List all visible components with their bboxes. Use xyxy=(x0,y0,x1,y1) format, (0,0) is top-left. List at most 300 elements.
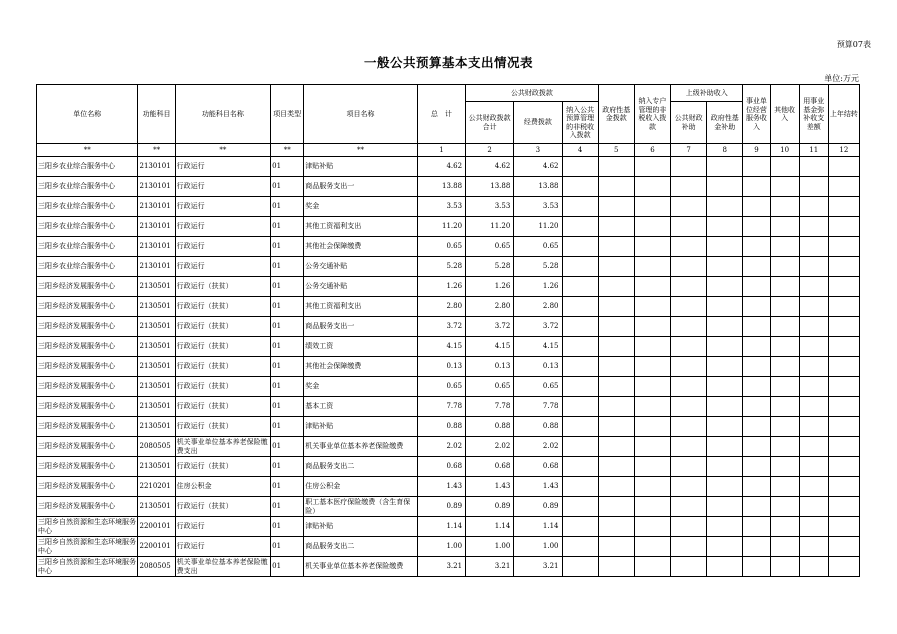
empty-cell xyxy=(799,497,828,517)
empty-cell xyxy=(562,237,598,257)
empty-cell xyxy=(634,357,670,377)
empty-cell xyxy=(562,317,598,337)
header-item-type: 项目类型 xyxy=(271,85,304,144)
empty-cell xyxy=(828,417,859,437)
func-code-cell: 2130101 xyxy=(138,177,175,197)
empty-cell xyxy=(770,157,799,177)
empty-cell xyxy=(562,537,598,557)
item-type-cell: 01 xyxy=(271,297,304,317)
appropriation-cell: 4.15 xyxy=(514,337,562,357)
table-row xyxy=(37,397,860,417)
empty-cell xyxy=(828,237,859,257)
empty-cell xyxy=(707,477,743,497)
empty-cell xyxy=(770,337,799,357)
empty-cell xyxy=(598,337,634,357)
index-cell: ** xyxy=(37,144,138,157)
unit-name-cell: 三阳乡经济发展服务中心 xyxy=(37,297,138,317)
empty-cell xyxy=(671,357,707,377)
header-public-subtotal: 公共财政拨款合计 xyxy=(466,102,514,144)
empty-cell xyxy=(671,237,707,257)
item-type-cell: 01 xyxy=(271,397,304,417)
empty-cell xyxy=(634,337,670,357)
func-code-cell: 2130501 xyxy=(138,497,175,517)
empty-cell xyxy=(799,317,828,337)
empty-cell xyxy=(707,177,743,197)
empty-cell xyxy=(634,377,670,397)
index-cell: 11 xyxy=(799,144,828,157)
empty-cell xyxy=(634,517,670,537)
empty-cell xyxy=(770,417,799,437)
table-row xyxy=(37,197,860,217)
empty-cell xyxy=(770,317,799,337)
empty-cell xyxy=(828,537,859,557)
public-subtotal-cell: 1.43 xyxy=(466,477,514,497)
empty-cell xyxy=(562,217,598,237)
empty-cell xyxy=(828,177,859,197)
func-code-cell: 2130501 xyxy=(138,457,175,477)
form-code: 预算07表 xyxy=(836,40,871,49)
item-name-cell: 绩效工资 xyxy=(304,337,418,357)
empty-cell xyxy=(828,517,859,537)
func-code-cell: 2130101 xyxy=(138,197,175,217)
empty-cell xyxy=(770,177,799,197)
empty-cell xyxy=(634,157,670,177)
func-code-cell: 2130501 xyxy=(138,277,175,297)
item-name-cell: 公务交通补贴 xyxy=(304,257,418,277)
table-row xyxy=(37,357,860,377)
empty-cell xyxy=(770,197,799,217)
empty-cell xyxy=(634,477,670,497)
item-name-cell: 机关事业单位基本养老保险缴费 xyxy=(304,437,418,457)
item-name-cell: 商品服务支出二 xyxy=(304,457,418,477)
header-public-group: 公共财政拨款 xyxy=(466,85,599,102)
item-name-cell: 商品服务支出一 xyxy=(304,177,418,197)
empty-cell xyxy=(634,437,670,457)
func-code-cell: 2130101 xyxy=(138,237,175,257)
func-code-cell: 2130501 xyxy=(138,397,175,417)
empty-cell xyxy=(634,237,670,257)
table-row xyxy=(37,477,860,497)
empty-cell xyxy=(598,457,634,477)
empty-cell xyxy=(598,177,634,197)
empty-cell xyxy=(562,457,598,477)
empty-cell xyxy=(707,157,743,177)
empty-cell xyxy=(799,517,828,537)
header-appropriation: 经费拨款 xyxy=(514,102,562,144)
empty-cell xyxy=(799,237,828,257)
table-row xyxy=(37,557,860,577)
empty-cell xyxy=(799,197,828,217)
item-type-cell: 01 xyxy=(271,477,304,497)
unit-name-cell: 三阳乡经济发展服务中心 xyxy=(37,497,138,517)
empty-cell xyxy=(770,557,799,577)
func-name-cell: 行政运行 xyxy=(175,217,270,237)
empty-cell xyxy=(598,257,634,277)
func-name-cell: 行政运行（扶贫） xyxy=(175,457,270,477)
item-name-cell: 住房公积金 xyxy=(304,477,418,497)
empty-cell xyxy=(562,337,598,357)
table-row xyxy=(37,237,860,257)
func-code-cell: 2130501 xyxy=(138,297,175,317)
empty-cell xyxy=(799,337,828,357)
unit-name-cell: 三阳乡自然资源和生态环境服务中心 xyxy=(38,558,136,575)
empty-cell xyxy=(671,277,707,297)
empty-cell xyxy=(743,337,770,357)
empty-cell xyxy=(707,397,743,417)
item-name-cell: 奖金 xyxy=(304,197,418,217)
empty-cell xyxy=(743,377,770,397)
item-name-cell: 其他社会保障缴费 xyxy=(304,357,418,377)
item-name-cell: 其他社会保障缴费 xyxy=(304,237,418,257)
empty-cell xyxy=(634,277,670,297)
appropriation-cell: 0.13 xyxy=(514,357,562,377)
total-cell: 3.21 xyxy=(417,557,465,577)
public-subtotal-cell: 3.21 xyxy=(466,557,514,577)
empty-cell xyxy=(743,477,770,497)
appropriation-cell: 0.89 xyxy=(514,497,562,517)
empty-cell xyxy=(562,417,598,437)
empty-cell xyxy=(828,357,859,377)
empty-cell xyxy=(598,477,634,497)
func-name-cell: 行政运行（扶贫） xyxy=(175,397,270,417)
unit-name-cell: 三阳乡农业综合服务中心 xyxy=(37,157,138,177)
empty-cell xyxy=(707,417,743,437)
empty-cell xyxy=(707,497,743,517)
public-subtotal-cell: 0.89 xyxy=(466,497,514,517)
empty-cell xyxy=(598,377,634,397)
public-subtotal-cell: 13.88 xyxy=(466,177,514,197)
empty-cell xyxy=(598,157,634,177)
func-name-cell: 行政运行 xyxy=(175,197,270,217)
public-subtotal-cell: 4.62 xyxy=(466,157,514,177)
empty-cell xyxy=(828,437,859,457)
unit-name-cell: 三阳乡农业综合服务中心 xyxy=(37,217,138,237)
empty-cell xyxy=(770,397,799,417)
empty-cell xyxy=(562,497,598,517)
empty-cell xyxy=(671,437,707,457)
func-name-cell: 行政运行（扶贫） xyxy=(175,297,270,317)
appropriation-cell: 0.68 xyxy=(514,457,562,477)
item-type-cell: 01 xyxy=(271,517,304,537)
total-cell: 1.43 xyxy=(417,477,465,497)
index-cell: ** xyxy=(138,144,175,157)
empty-cell xyxy=(828,257,859,277)
public-subtotal-cell: 1.14 xyxy=(466,517,514,537)
empty-cell xyxy=(562,157,598,177)
empty-cell xyxy=(671,297,707,317)
empty-cell xyxy=(770,497,799,517)
total-cell: 4.15 xyxy=(417,337,465,357)
empty-cell xyxy=(743,177,770,197)
func-code-cell: 2130501 xyxy=(138,337,175,357)
empty-cell xyxy=(828,557,859,577)
index-cell: 6 xyxy=(634,144,670,157)
index-cell: 7 xyxy=(671,144,707,157)
item-name-cell: 职工基本医疗保险缴费（含生育保险） xyxy=(304,497,418,517)
header-carryover: 上年结转 xyxy=(828,85,859,144)
total-cell: 11.20 xyxy=(417,217,465,237)
total-cell: 0.65 xyxy=(417,377,465,397)
empty-cell xyxy=(707,337,743,357)
index-cell: 3 xyxy=(514,144,562,157)
empty-cell xyxy=(799,417,828,437)
header-fund-balance: 用事业基金弥补收支差额 xyxy=(799,85,828,144)
empty-cell xyxy=(598,417,634,437)
empty-cell xyxy=(770,297,799,317)
empty-cell xyxy=(598,297,634,317)
public-subtotal-cell: 2.02 xyxy=(466,437,514,457)
empty-cell xyxy=(598,497,634,517)
empty-cell xyxy=(671,397,707,417)
empty-cell xyxy=(770,437,799,457)
empty-cell xyxy=(828,477,859,497)
func-name-cell: 住房公积金 xyxy=(175,477,270,497)
empty-cell xyxy=(828,197,859,217)
empty-cell xyxy=(743,357,770,377)
empty-cell xyxy=(770,277,799,297)
empty-cell xyxy=(671,457,707,477)
total-cell: 0.88 xyxy=(417,417,465,437)
item-type-cell: 01 xyxy=(271,437,304,457)
func-name-cell: 行政运行（扶贫） xyxy=(175,357,270,377)
index-cell: 8 xyxy=(707,144,743,157)
empty-cell xyxy=(799,537,828,557)
index-cell: ** xyxy=(271,144,304,157)
total-cell: 1.26 xyxy=(417,277,465,297)
empty-cell xyxy=(828,377,859,397)
empty-cell xyxy=(562,477,598,497)
empty-cell xyxy=(828,317,859,337)
item-type-cell: 01 xyxy=(271,157,304,177)
empty-cell xyxy=(598,357,634,377)
item-type-cell: 01 xyxy=(271,277,304,297)
empty-cell xyxy=(743,297,770,317)
func-name-cell: 机关事业单位基本养老保险缴费支出 xyxy=(175,557,270,577)
func-code-cell: 2130101 xyxy=(138,157,175,177)
page-title: 一般公共预算基本支出情况表 xyxy=(363,55,533,70)
empty-cell xyxy=(598,537,634,557)
empty-cell xyxy=(598,437,634,457)
func-code-cell: 2200101 xyxy=(138,537,175,557)
appropriation-cell: 1.26 xyxy=(514,277,562,297)
index-row xyxy=(37,144,860,157)
appropriation-cell: 3.21 xyxy=(514,557,562,577)
empty-cell xyxy=(634,297,670,317)
empty-cell xyxy=(743,397,770,417)
public-subtotal-cell: 0.68 xyxy=(466,457,514,477)
empty-cell xyxy=(671,217,707,237)
total-cell: 3.72 xyxy=(417,317,465,337)
empty-cell xyxy=(671,257,707,277)
empty-cell xyxy=(634,177,670,197)
header-gov-fund: 政府性基金拨款 xyxy=(598,85,634,144)
item-name-cell: 商品服务支出一 xyxy=(304,317,418,337)
header-func-name: 功能科目名称 xyxy=(175,85,270,144)
empty-cell xyxy=(770,537,799,557)
empty-cell xyxy=(799,157,828,177)
empty-cell xyxy=(671,157,707,177)
appropriation-cell: 0.88 xyxy=(514,417,562,437)
total-cell: 3.53 xyxy=(417,197,465,217)
item-type-cell: 01 xyxy=(271,417,304,437)
empty-cell xyxy=(634,317,670,337)
table-body xyxy=(37,157,860,577)
unit-name-cell: 三阳乡农业综合服务中心 xyxy=(37,237,138,257)
func-code-cell: 2080505 xyxy=(138,557,175,577)
item-name-cell: 基本工资 xyxy=(304,397,418,417)
empty-cell xyxy=(770,477,799,497)
appropriation-cell: 7.78 xyxy=(514,397,562,417)
unit-name-cell: 三阳乡经济发展服务中心 xyxy=(37,417,138,437)
public-subtotal-cell: 1.00 xyxy=(466,537,514,557)
empty-cell xyxy=(828,157,859,177)
appropriation-cell: 3.53 xyxy=(514,197,562,217)
func-code-cell: 2210201 xyxy=(138,477,175,497)
empty-cell xyxy=(828,297,859,317)
empty-cell xyxy=(743,457,770,477)
empty-cell xyxy=(707,357,743,377)
table-row xyxy=(37,457,860,477)
empty-cell xyxy=(671,537,707,557)
appropriation-cell: 0.65 xyxy=(514,237,562,257)
empty-cell xyxy=(562,377,598,397)
empty-cell xyxy=(799,357,828,377)
table-row xyxy=(37,437,860,457)
header-upper-fund: 政府性基金补助 xyxy=(707,102,743,144)
empty-cell xyxy=(562,397,598,417)
public-subtotal-cell: 11.20 xyxy=(466,217,514,237)
func-name-cell: 行政运行（扶贫） xyxy=(175,337,270,357)
table-row xyxy=(37,317,860,337)
empty-cell xyxy=(743,317,770,337)
empty-cell xyxy=(828,337,859,357)
item-name-cell: 其他工资福利支出 xyxy=(304,217,418,237)
table-row xyxy=(37,277,860,297)
func-name-cell: 行政运行 xyxy=(175,257,270,277)
empty-cell xyxy=(562,197,598,217)
func-name-cell: 行政运行（扶贫） xyxy=(175,377,270,397)
total-cell: 0.89 xyxy=(417,497,465,517)
index-cell: 9 xyxy=(743,144,770,157)
empty-cell xyxy=(799,397,828,417)
unit-name-cell: 三阳乡农业综合服务中心 xyxy=(37,177,138,197)
empty-cell xyxy=(598,557,634,577)
item-type-cell: 01 xyxy=(271,177,304,197)
empty-cell xyxy=(634,417,670,437)
empty-cell xyxy=(707,377,743,397)
item-type-cell: 01 xyxy=(271,337,304,357)
empty-cell xyxy=(770,237,799,257)
table-row xyxy=(37,517,860,537)
empty-cell xyxy=(671,417,707,437)
empty-cell xyxy=(634,557,670,577)
index-cell: 1 xyxy=(417,144,465,157)
appropriation-cell: 1.14 xyxy=(514,517,562,537)
empty-cell xyxy=(707,257,743,277)
index-cell: 5 xyxy=(598,144,634,157)
func-code-cell: 2130101 xyxy=(138,217,175,237)
table-row xyxy=(37,257,860,277)
item-type-cell: 01 xyxy=(271,317,304,337)
header-upper-group: 上级补助收入 xyxy=(671,85,743,102)
total-cell: 7.78 xyxy=(417,397,465,417)
item-type-cell: 01 xyxy=(271,237,304,257)
appropriation-cell: 1.00 xyxy=(514,537,562,557)
unit-name-cell: 三阳乡经济发展服务中心 xyxy=(37,317,138,337)
empty-cell xyxy=(707,237,743,257)
empty-cell xyxy=(743,557,770,577)
empty-cell xyxy=(799,177,828,197)
total-cell: 2.80 xyxy=(417,297,465,317)
empty-cell xyxy=(634,537,670,557)
appropriation-cell: 0.65 xyxy=(514,377,562,397)
empty-cell xyxy=(634,197,670,217)
table-row xyxy=(37,337,860,357)
item-name-cell: 奖金 xyxy=(304,377,418,397)
empty-cell xyxy=(799,277,828,297)
item-name-cell: 公务交通补贴 xyxy=(304,277,418,297)
func-name-cell: 行政运行（扶贫） xyxy=(175,317,270,337)
empty-cell xyxy=(707,197,743,217)
empty-cell xyxy=(743,157,770,177)
public-subtotal-cell: 7.78 xyxy=(466,397,514,417)
empty-cell xyxy=(743,537,770,557)
empty-cell xyxy=(770,257,799,277)
empty-cell xyxy=(634,217,670,237)
total-cell: 2.02 xyxy=(417,437,465,457)
unit-name-cell: 三阳乡经济发展服务中心 xyxy=(37,457,138,477)
appropriation-cell: 2.02 xyxy=(514,437,562,457)
table-row xyxy=(37,297,860,317)
empty-cell xyxy=(598,317,634,337)
appropriation-cell: 1.43 xyxy=(514,477,562,497)
public-subtotal-cell: 5.28 xyxy=(466,257,514,277)
empty-cell xyxy=(598,277,634,297)
total-cell: 0.65 xyxy=(417,237,465,257)
empty-cell xyxy=(562,297,598,317)
empty-cell xyxy=(743,497,770,517)
public-subtotal-cell: 3.53 xyxy=(466,197,514,217)
func-code-cell: 2130501 xyxy=(138,377,175,397)
unit-name-cell: 三阳乡经济发展服务中心 xyxy=(37,337,138,357)
empty-cell xyxy=(707,217,743,237)
header-total: 总 计 xyxy=(417,85,465,144)
func-code-cell: 2130501 xyxy=(138,357,175,377)
total-cell: 4.62 xyxy=(417,157,465,177)
empty-cell xyxy=(562,557,598,577)
unit-name-cell: 三阳乡自然资源和生态环境服务中心 xyxy=(38,518,136,535)
empty-cell xyxy=(799,217,828,237)
item-name-cell: 机关事业单位基本养老保险缴费 xyxy=(304,557,418,577)
item-type-cell: 01 xyxy=(271,217,304,237)
item-type-cell: 01 xyxy=(271,557,304,577)
item-type-cell: 01 xyxy=(271,197,304,217)
func-name-cell: 行政运行 xyxy=(175,537,270,557)
empty-cell xyxy=(828,397,859,417)
empty-cell xyxy=(562,177,598,197)
empty-cell xyxy=(598,197,634,217)
total-cell: 1.00 xyxy=(417,537,465,557)
empty-cell xyxy=(671,317,707,337)
public-subtotal-cell: 0.65 xyxy=(466,237,514,257)
empty-cell xyxy=(743,197,770,217)
index-cell: ** xyxy=(175,144,270,157)
empty-cell xyxy=(634,397,670,417)
budget-table xyxy=(36,84,860,577)
item-name-cell: 其他工资福利支出 xyxy=(304,297,418,317)
empty-cell xyxy=(799,297,828,317)
func-name-cell: 机关事业单位基本养老保险缴费支出 xyxy=(175,437,270,457)
